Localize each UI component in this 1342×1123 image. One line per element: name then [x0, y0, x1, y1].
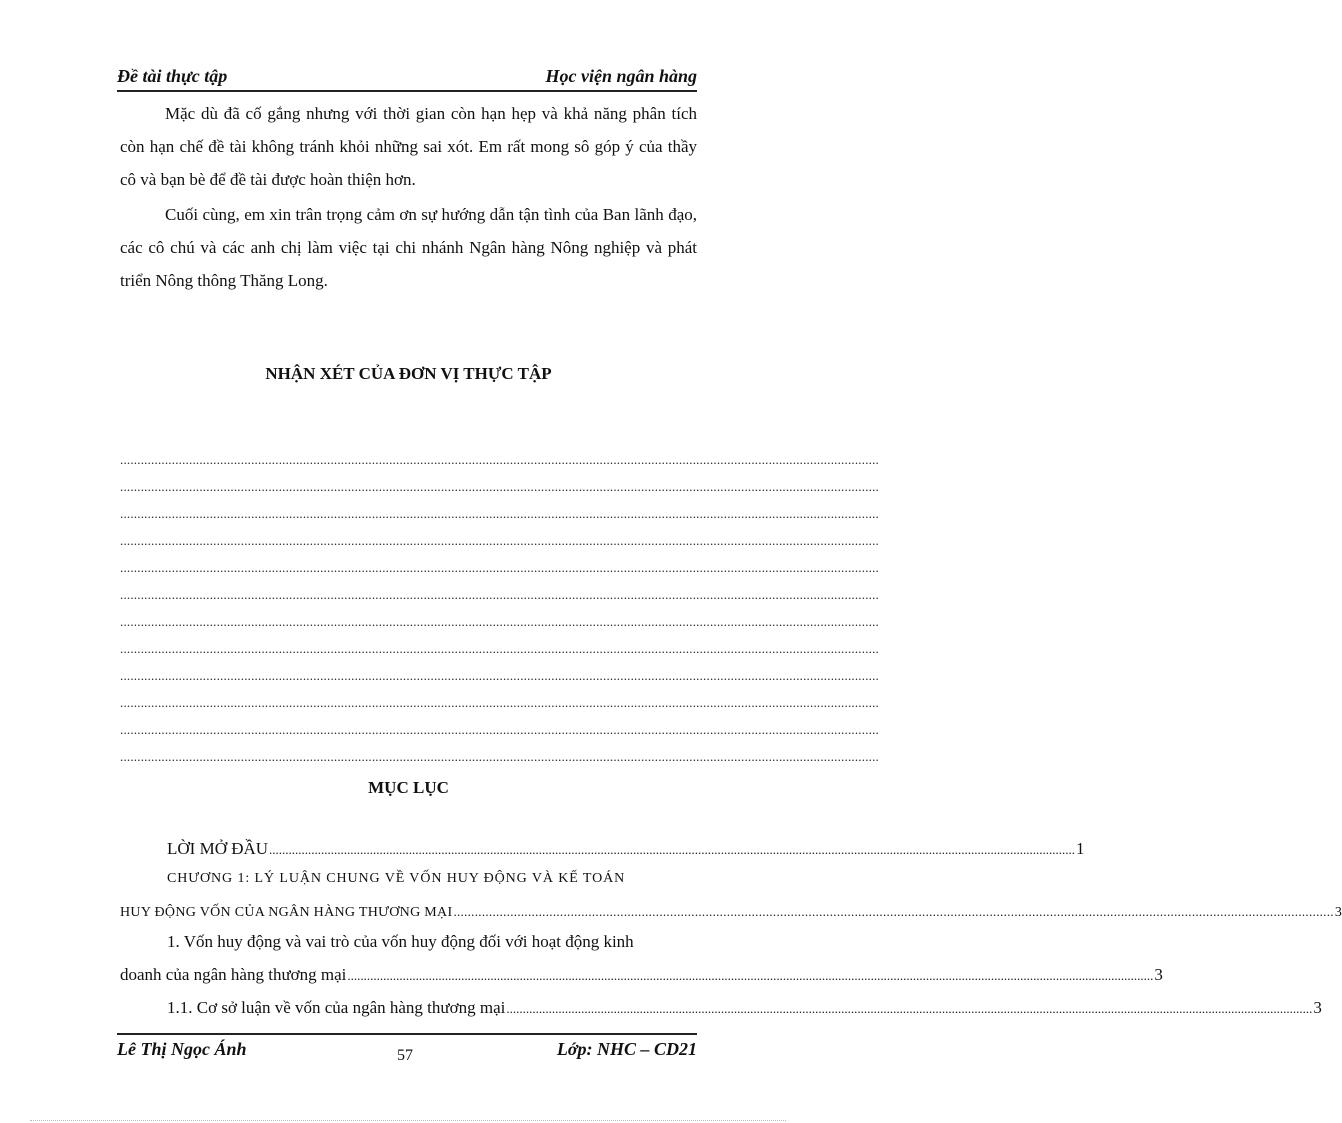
toc-entry-label-cont: HUY ĐỘNG VỐN CỦA NGÂN HÀNG THƯƠNG MẠI [120, 905, 453, 920]
toc-entry-page: 3 [1334, 905, 1342, 920]
toc-leader [347, 959, 1153, 992]
toc-entry-label: CHƯƠNG 1: LÝ LUẬN CHUNG VỀ VỐN HUY ĐỘNG VÀ KẾ TOÁN [167, 871, 626, 886]
dotted-line: ............................................................................................................................................................................................................................ [120, 560, 879, 575]
footer-class: Lớp: NHC – CD21 [556, 1039, 697, 1059]
dotted-line: ............................................................................................................................................................................................................................ [120, 641, 879, 656]
dotted-line: ............................................................................................................................................................................................................................ [120, 479, 879, 494]
toc-entry-label-cont: doanh của ngân hàng thương mại [120, 965, 347, 984]
page-bottom-divider [30, 1120, 786, 1121]
footer-author: Lê Thị Ngọc Ánh [117, 1039, 247, 1059]
toc-entry-label: 1.1. Cơ sở luận về vốn của ngân hàng thương mại [167, 998, 506, 1017]
review-dotted-lines [120, 446, 879, 770]
toc-entry[interactable] [120, 832, 1085, 865]
page-footer [117, 1033, 697, 1065]
toc-entry-label: LỜI MỞ ĐẦU [167, 839, 269, 858]
dotted-line: ............................................................................................................................................................................................................................ [120, 614, 879, 629]
dotted-line: ............................................................................................................................................................................................................................ [120, 533, 879, 548]
toc-entry[interactable] [120, 991, 1322, 1024]
toc-title: MỤC LỤC [368, 778, 449, 797]
toc-entry[interactable] [120, 862, 1342, 928]
dotted-line: ............................................................................................................................................................................................................................ [120, 668, 879, 683]
toc-entry-page: 3 [1154, 965, 1163, 984]
dotted-line: ............................................................................................................................................................................................................................ [120, 722, 879, 737]
footer-page-number: 57 [397, 1047, 413, 1064]
paragraph-thanks: Cuối cùng, em xin trân trọng cảm ơn sự hướng dẫn tận tình của Ban lãnh đạo, các cô chú và các anh chị làm việc tại chi nhánh Ngân hàng Nông nghiệp và phát triển Nông thông Thăng Long. [120, 205, 697, 290]
dotted-line: ............................................................................................................................................................................................................................ [120, 452, 879, 467]
toc-leader [506, 992, 1312, 1025]
paragraph-limitations: Mặc dù đã cố gắng nhưng với thời gian còn hạn hẹp và khả năng phân tích còn hạn chế đề tài không tránh khỏi những sai xót. Em rất mong sô góp ý của thầy cô và bạn bè để đề tài được hoàn thiện hơn. [120, 104, 697, 189]
dotted-line: ............................................................................................................................................................................................................................ [120, 695, 879, 710]
header-right-title: Học viện ngân hàng [545, 66, 697, 86]
toc-entry-page: 1 [1076, 839, 1085, 858]
toc-leader [453, 895, 1333, 928]
dotted-line: ............................................................................................................................................................................................................................ [120, 506, 879, 521]
dotted-line: ............................................................................................................................................................................................................................ [120, 749, 879, 764]
header-left-title: Đề tài thực tập [117, 66, 228, 86]
review-section-title: NHẬN XÉT CỦA ĐƠN VỊ THỰC TẬP [265, 364, 552, 383]
toc-entry[interactable] [120, 925, 1163, 991]
dotted-line: ............................................................................................................................................................................................................................ [120, 587, 879, 602]
toc-entry-page: 3 [1313, 998, 1322, 1017]
page-header [117, 64, 697, 92]
toc-entry-label: 1. Vốn huy động và vai trò của vốn huy động đối với hoạt động kinh [167, 932, 634, 951]
